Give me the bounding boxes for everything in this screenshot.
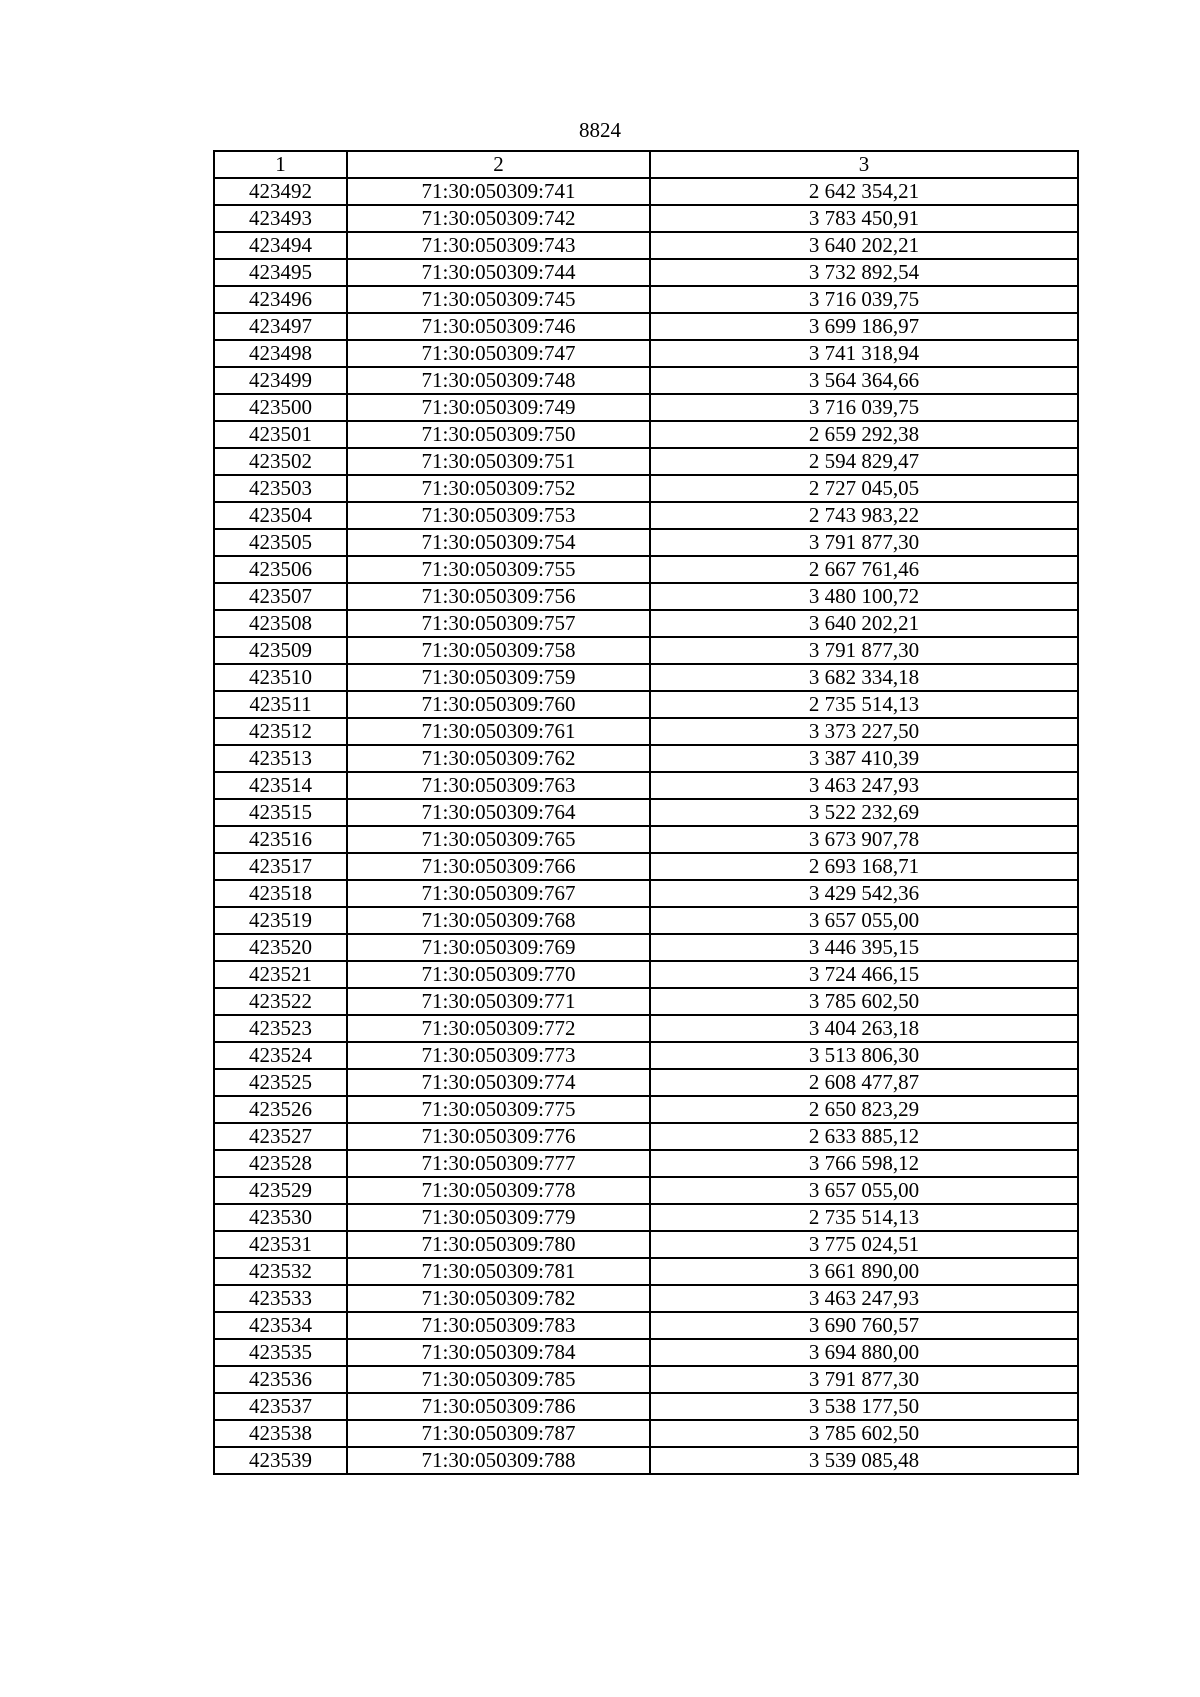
row-number-cell: 423492 (214, 178, 347, 205)
value-cell: 3 791 877,30 (650, 529, 1078, 556)
row-number-cell: 423518 (214, 880, 347, 907)
table-row (214, 259, 1078, 286)
table-row (214, 556, 1078, 583)
row-number-cell: 423504 (214, 502, 347, 529)
table-row (214, 907, 1078, 934)
table-row (214, 1204, 1078, 1231)
value-cell: 2 608 477,87 (650, 1069, 1078, 1096)
row-number-cell: 423509 (214, 637, 347, 664)
cadastral-number-cell: 71:30:050309:776 (347, 1123, 650, 1150)
table-row (214, 1312, 1078, 1339)
row-number-cell: 423522 (214, 988, 347, 1015)
table-row (214, 421, 1078, 448)
row-number-cell: 423521 (214, 961, 347, 988)
table-row (214, 340, 1078, 367)
table-row (214, 718, 1078, 745)
cadastral-number-cell: 71:30:050309:783 (347, 1312, 650, 1339)
row-number-cell: 423524 (214, 1042, 347, 1069)
row-number-cell: 423538 (214, 1420, 347, 1447)
cadastral-number-cell: 71:30:050309:742 (347, 205, 650, 232)
table-row (214, 583, 1078, 610)
row-number-cell: 423528 (214, 1150, 347, 1177)
table-row (214, 988, 1078, 1015)
row-number-cell: 423497 (214, 313, 347, 340)
value-cell: 2 727 045,05 (650, 475, 1078, 502)
value-cell: 3 785 602,50 (650, 1420, 1078, 1447)
cadastral-number-cell: 71:30:050309:772 (347, 1015, 650, 1042)
row-number-cell: 423523 (214, 1015, 347, 1042)
value-cell: 3 724 466,15 (650, 961, 1078, 988)
table-row (214, 934, 1078, 961)
table-row (214, 232, 1078, 259)
cadastral-number-cell: 71:30:050309:741 (347, 178, 650, 205)
row-number-cell: 423527 (214, 1123, 347, 1150)
table-row (214, 475, 1078, 502)
table-row (214, 1258, 1078, 1285)
value-cell: 3 463 247,93 (650, 772, 1078, 799)
row-number-cell: 423533 (214, 1285, 347, 1312)
table-row (214, 286, 1078, 313)
cadastral-number-cell: 71:30:050309:765 (347, 826, 650, 853)
value-cell: 3 682 334,18 (650, 664, 1078, 691)
table-row (214, 178, 1078, 205)
row-number-cell: 423517 (214, 853, 347, 880)
row-number-cell: 423510 (214, 664, 347, 691)
row-number-cell: 423501 (214, 421, 347, 448)
value-cell: 3 690 760,57 (650, 1312, 1078, 1339)
cadastral-number-cell: 71:30:050309:758 (347, 637, 650, 664)
table-row (214, 1042, 1078, 1069)
row-number-cell: 423531 (214, 1231, 347, 1258)
row-number-cell: 423495 (214, 259, 347, 286)
value-cell: 3 716 039,75 (650, 394, 1078, 421)
cadastral-number-cell: 71:30:050309:784 (347, 1339, 650, 1366)
cadastral-number-cell: 71:30:050309:788 (347, 1447, 650, 1474)
cadastral-number-cell: 71:30:050309:779 (347, 1204, 650, 1231)
cadastral-number-cell: 71:30:050309:747 (347, 340, 650, 367)
table-row (214, 1015, 1078, 1042)
cadastral-number-cell: 71:30:050309:760 (347, 691, 650, 718)
row-number-cell: 423512 (214, 718, 347, 745)
row-number-cell: 423503 (214, 475, 347, 502)
value-cell: 2 735 514,13 (650, 1204, 1078, 1231)
cadastral-number-cell: 71:30:050309:786 (347, 1393, 650, 1420)
table-row (214, 367, 1078, 394)
row-number-cell: 423530 (214, 1204, 347, 1231)
row-number-cell: 423513 (214, 745, 347, 772)
cadastral-number-cell: 71:30:050309:770 (347, 961, 650, 988)
table-row (214, 1366, 1078, 1393)
cadastral-number-cell: 71:30:050309:766 (347, 853, 650, 880)
value-cell: 3 538 177,50 (650, 1393, 1078, 1420)
row-number-cell: 423529 (214, 1177, 347, 1204)
row-number-cell: 423496 (214, 286, 347, 313)
table-row (214, 745, 1078, 772)
cadastral-number-cell: 71:30:050309:744 (347, 259, 650, 286)
value-cell: 2 743 983,22 (650, 502, 1078, 529)
row-number-cell: 423514 (214, 772, 347, 799)
table-row (214, 961, 1078, 988)
cadastral-number-cell: 71:30:050309:774 (347, 1069, 650, 1096)
value-cell: 3 791 877,30 (650, 1366, 1078, 1393)
cadastral-number-cell: 71:30:050309:755 (347, 556, 650, 583)
value-cell: 3 640 202,21 (650, 610, 1078, 637)
cadastral-number-cell: 71:30:050309:763 (347, 772, 650, 799)
value-cell: 3 564 364,66 (650, 367, 1078, 394)
table-row (214, 448, 1078, 475)
table-row (214, 1177, 1078, 1204)
cadastral-number-cell: 71:30:050309:778 (347, 1177, 650, 1204)
value-cell: 2 633 885,12 (650, 1123, 1078, 1150)
cadastral-number-cell: 71:30:050309:748 (347, 367, 650, 394)
table-row (214, 1420, 1078, 1447)
row-number-cell: 423535 (214, 1339, 347, 1366)
cadastral-number-cell: 71:30:050309:768 (347, 907, 650, 934)
value-cell: 3 480 100,72 (650, 583, 1078, 610)
table-row (214, 826, 1078, 853)
row-number-cell: 423515 (214, 799, 347, 826)
value-cell: 3 657 055,00 (650, 907, 1078, 934)
row-number-cell: 423539 (214, 1447, 347, 1474)
table-row (214, 691, 1078, 718)
table-row (214, 1231, 1078, 1258)
value-cell: 2 642 354,21 (650, 178, 1078, 205)
cadastral-number-cell: 71:30:050309:752 (347, 475, 650, 502)
table-row (214, 1069, 1078, 1096)
column-header-3: 3 (650, 151, 1078, 178)
row-number-cell: 423498 (214, 340, 347, 367)
table-row (214, 610, 1078, 637)
row-number-cell: 423494 (214, 232, 347, 259)
column-header-2: 2 (347, 151, 650, 178)
cadastral-number-cell: 71:30:050309:767 (347, 880, 650, 907)
row-number-cell: 423536 (214, 1366, 347, 1393)
row-number-cell: 423526 (214, 1096, 347, 1123)
cadastral-number-cell: 71:30:050309:777 (347, 1150, 650, 1177)
column-header-1: 1 (214, 151, 347, 178)
cadastral-number-cell: 71:30:050309:750 (347, 421, 650, 448)
cadastral-number-cell: 71:30:050309:771 (347, 988, 650, 1015)
cadastral-number-cell: 71:30:050309:781 (347, 1258, 650, 1285)
value-cell: 3 791 877,30 (650, 637, 1078, 664)
cadastral-number-cell: 71:30:050309:761 (347, 718, 650, 745)
value-cell: 3 775 024,51 (650, 1231, 1078, 1258)
cadastral-number-cell: 71:30:050309:757 (347, 610, 650, 637)
row-number-cell: 423534 (214, 1312, 347, 1339)
cadastral-number-cell: 71:30:050309:751 (347, 448, 650, 475)
row-number-cell: 423506 (214, 556, 347, 583)
row-number-cell: 423505 (214, 529, 347, 556)
value-cell: 3 741 318,94 (650, 340, 1078, 367)
row-number-cell: 423532 (214, 1258, 347, 1285)
table-row (214, 1123, 1078, 1150)
cadastral-number-cell: 71:30:050309:769 (347, 934, 650, 961)
cadastral-number-cell: 71:30:050309:745 (347, 286, 650, 313)
table-row (214, 799, 1078, 826)
cadastral-number-cell: 71:30:050309:749 (347, 394, 650, 421)
row-number-cell: 423511 (214, 691, 347, 718)
cadastral-number-cell: 71:30:050309:743 (347, 232, 650, 259)
value-cell: 3 694 880,00 (650, 1339, 1078, 1366)
value-cell: 2 735 514,13 (650, 691, 1078, 718)
cadastral-number-cell: 71:30:050309:764 (347, 799, 650, 826)
cadastral-number-cell: 71:30:050309:746 (347, 313, 650, 340)
value-cell: 3 539 085,48 (650, 1447, 1078, 1474)
table-row (214, 853, 1078, 880)
value-cell: 2 693 168,71 (650, 853, 1078, 880)
row-number-cell: 423507 (214, 583, 347, 610)
table-row (214, 664, 1078, 691)
value-cell: 3 732 892,54 (650, 259, 1078, 286)
row-number-cell: 423493 (214, 205, 347, 232)
value-cell: 2 667 761,46 (650, 556, 1078, 583)
value-cell: 2 659 292,38 (650, 421, 1078, 448)
table-row (214, 1096, 1078, 1123)
table-row (214, 394, 1078, 421)
value-cell: 3 783 450,91 (650, 205, 1078, 232)
row-number-cell: 423519 (214, 907, 347, 934)
table-body (214, 178, 1078, 1474)
cadastral-number-cell: 71:30:050309:785 (347, 1366, 650, 1393)
table-row (214, 502, 1078, 529)
table-row (214, 1150, 1078, 1177)
value-cell: 3 785 602,50 (650, 988, 1078, 1015)
cadastral-number-cell: 71:30:050309:773 (347, 1042, 650, 1069)
value-cell: 3 404 263,18 (650, 1015, 1078, 1042)
row-number-cell: 423508 (214, 610, 347, 637)
value-cell: 2 650 823,29 (650, 1096, 1078, 1123)
cadastral-number-cell: 71:30:050309:762 (347, 745, 650, 772)
value-cell: 3 513 806,30 (650, 1042, 1078, 1069)
table-row (214, 637, 1078, 664)
table-header-row (214, 151, 1078, 178)
value-cell: 2 594 829,47 (650, 448, 1078, 475)
page-number: 8824 (579, 118, 621, 142)
table-row (214, 880, 1078, 907)
row-number-cell: 423520 (214, 934, 347, 961)
table-row (214, 205, 1078, 232)
table-row (214, 1339, 1078, 1366)
value-cell: 3 373 227,50 (650, 718, 1078, 745)
row-number-cell: 423500 (214, 394, 347, 421)
row-number-cell: 423516 (214, 826, 347, 853)
table-row (214, 1285, 1078, 1312)
cadastral-number-cell: 71:30:050309:775 (347, 1096, 650, 1123)
data-table (213, 150, 1079, 1475)
row-number-cell: 423525 (214, 1069, 347, 1096)
value-cell: 3 463 247,93 (650, 1285, 1078, 1312)
value-cell: 3 766 598,12 (650, 1150, 1078, 1177)
row-number-cell: 423499 (214, 367, 347, 394)
cadastral-number-cell: 71:30:050309:753 (347, 502, 650, 529)
cadastral-number-cell: 71:30:050309:780 (347, 1231, 650, 1258)
value-cell: 3 429 542,36 (650, 880, 1078, 907)
row-number-cell: 423537 (214, 1393, 347, 1420)
cadastral-number-cell: 71:30:050309:759 (347, 664, 650, 691)
value-cell: 3 522 232,69 (650, 799, 1078, 826)
table-row (214, 313, 1078, 340)
value-cell: 3 673 907,78 (650, 826, 1078, 853)
cadastral-number-cell: 71:30:050309:754 (347, 529, 650, 556)
table-row (214, 1447, 1078, 1474)
cadastral-number-cell: 71:30:050309:787 (347, 1420, 650, 1447)
value-cell: 3 661 890,00 (650, 1258, 1078, 1285)
cadastral-number-cell: 71:30:050309:782 (347, 1285, 650, 1312)
table-row (214, 529, 1078, 556)
cadastral-number-cell: 71:30:050309:756 (347, 583, 650, 610)
value-cell: 3 699 186,97 (650, 313, 1078, 340)
table-row (214, 1393, 1078, 1420)
value-cell: 3 640 202,21 (650, 232, 1078, 259)
row-number-cell: 423502 (214, 448, 347, 475)
value-cell: 3 446 395,15 (650, 934, 1078, 961)
value-cell: 3 387 410,39 (650, 745, 1078, 772)
table-row (214, 772, 1078, 799)
value-cell: 3 716 039,75 (650, 286, 1078, 313)
value-cell: 3 657 055,00 (650, 1177, 1078, 1204)
